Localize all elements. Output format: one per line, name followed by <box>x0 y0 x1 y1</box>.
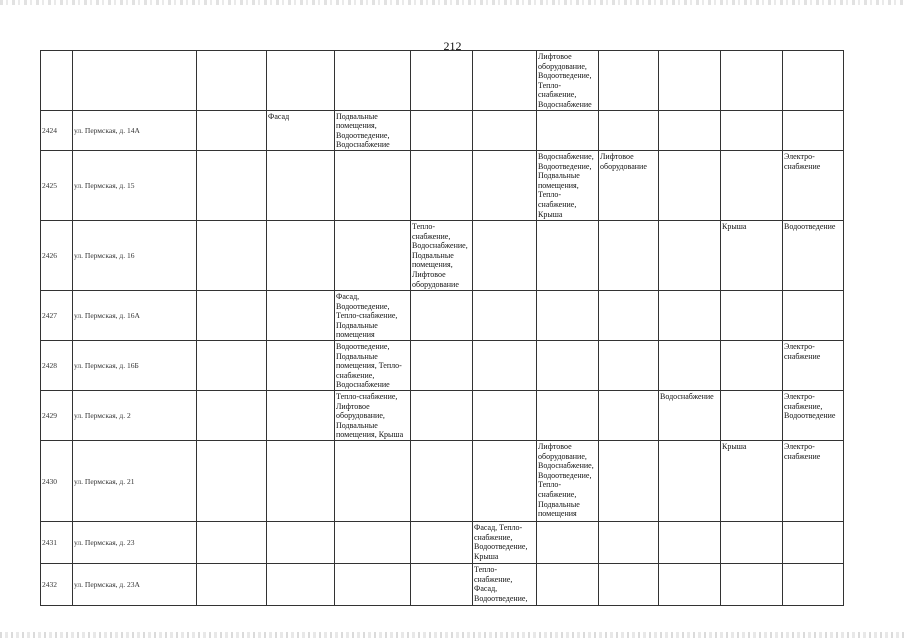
row-number-cell: 2432 <box>41 563 73 605</box>
row-number-cell: 2425 <box>41 150 73 220</box>
row-number-cell: 2431 <box>41 521 73 563</box>
work-type-cell <box>537 110 599 150</box>
work-type-cell <box>659 110 721 150</box>
row-number-cell: 2426 <box>41 220 73 290</box>
work-type-cell <box>335 440 411 521</box>
work-type-cell <box>599 390 659 440</box>
work-type-cell <box>335 340 411 390</box>
work-type-cell <box>197 110 267 150</box>
table-row <box>41 110 844 150</box>
work-type-cell <box>267 340 335 390</box>
work-type-cell <box>473 521 537 563</box>
work-type-cell <box>537 390 599 440</box>
work-type-cell <box>335 521 411 563</box>
address-cell: ул. Пермская, д. 16А <box>73 290 197 340</box>
work-type-cell <box>267 110 335 150</box>
work-type-cell <box>599 521 659 563</box>
address-cell <box>73 51 197 111</box>
work-type-cell <box>659 340 721 390</box>
work-type-cell <box>659 390 721 440</box>
work-type-cell <box>267 390 335 440</box>
work-type-text: Тепло- снабжение, Фасад, Водоотведение, <box>474 564 528 603</box>
work-type-cell <box>335 390 411 440</box>
work-type-cell <box>473 150 537 220</box>
work-type-cell <box>473 340 537 390</box>
row-number-cell: 2424 <box>41 110 73 150</box>
work-type-cell <box>537 563 599 605</box>
table-row <box>41 563 844 605</box>
work-type-cell <box>537 521 599 563</box>
table-row <box>41 150 844 220</box>
work-type-cell <box>197 150 267 220</box>
work-type-cell <box>599 220 659 290</box>
work-type-cell <box>599 290 659 340</box>
address-cell: ул. Пермская, д. 2 <box>73 390 197 440</box>
work-type-cell <box>599 150 659 220</box>
work-type-cell <box>411 340 473 390</box>
work-type-cell <box>783 563 844 605</box>
repair-schedule-table <box>40 50 844 606</box>
work-type-text: Водоснабжение <box>660 391 714 401</box>
work-type-cell <box>411 220 473 290</box>
address-cell: ул. Пермская, д. 16 <box>73 220 197 290</box>
work-type-cell <box>473 563 537 605</box>
page-number: 212 <box>443 39 462 53</box>
work-type-cell <box>197 521 267 563</box>
work-type-cell <box>197 51 267 111</box>
table-row <box>41 220 844 290</box>
work-type-cell <box>659 440 721 521</box>
scan-edge-top <box>0 0 905 5</box>
work-type-cell <box>537 440 599 521</box>
work-type-cell <box>599 563 659 605</box>
work-type-cell <box>599 340 659 390</box>
work-type-cell <box>721 110 783 150</box>
work-type-cell <box>267 150 335 220</box>
work-type-cell <box>783 390 844 440</box>
work-type-cell <box>473 110 537 150</box>
table-row <box>41 390 844 440</box>
row-number-cell: 2427 <box>41 290 73 340</box>
work-type-cell <box>335 563 411 605</box>
address-cell: ул. Пермская, д. 23 <box>73 521 197 563</box>
work-type-cell <box>537 150 599 220</box>
work-type-text: Лифтовое оборудование <box>600 151 647 171</box>
work-type-cell <box>267 290 335 340</box>
work-type-cell <box>659 521 721 563</box>
work-type-cell <box>267 440 335 521</box>
work-type-cell <box>721 563 783 605</box>
address-cell: ул. Пермская, д. 23А <box>73 563 197 605</box>
work-type-cell <box>473 51 537 111</box>
work-type-cell <box>473 220 537 290</box>
row-number-cell: 2430 <box>41 440 73 521</box>
work-type-cell <box>721 150 783 220</box>
work-type-cell <box>411 440 473 521</box>
work-type-cell <box>473 290 537 340</box>
work-type-cell <box>335 110 411 150</box>
work-type-cell <box>411 290 473 340</box>
work-type-text: Крыша <box>722 221 747 231</box>
work-type-cell <box>783 521 844 563</box>
work-type-text: Электро- снабжение <box>784 341 821 361</box>
work-type-cell <box>335 220 411 290</box>
work-type-cell <box>721 220 783 290</box>
work-type-cell <box>721 340 783 390</box>
work-type-cell <box>267 521 335 563</box>
work-type-cell <box>197 440 267 521</box>
work-type-text: Фасад, Водоотведение, Тепло-снабжение, Подвальные помещения <box>336 291 398 340</box>
work-type-text: Водоотведение, Подвальные помещения, Тепло- снабжение, Водоснабжение <box>336 341 402 390</box>
table-row <box>41 440 844 521</box>
work-type-text: Лифтовое оборудование, Водоснабжение, Водоотведение, Тепло- снабжение, Подвальные помещения <box>538 441 594 519</box>
work-type-cell <box>335 51 411 111</box>
work-type-text: Электро- снабжение <box>784 151 821 171</box>
work-type-cell <box>659 150 721 220</box>
work-type-text: Электро- снабжение <box>784 441 821 461</box>
work-type-cell <box>599 440 659 521</box>
work-type-cell <box>473 440 537 521</box>
work-type-cell <box>411 563 473 605</box>
table-row <box>41 51 844 111</box>
work-type-text: Электро- снабжение, Водоотведение <box>784 391 836 421</box>
work-type-cell <box>721 290 783 340</box>
work-type-cell <box>721 440 783 521</box>
work-type-cell <box>659 290 721 340</box>
work-type-cell <box>197 390 267 440</box>
work-type-cell <box>197 340 267 390</box>
work-type-cell <box>411 521 473 563</box>
work-type-cell <box>721 51 783 111</box>
table-row <box>41 340 844 390</box>
table-row <box>41 521 844 563</box>
work-type-cell <box>599 51 659 111</box>
work-type-cell <box>537 340 599 390</box>
work-type-text: Водоотведение <box>784 221 836 231</box>
address-cell: ул. Пермская, д. 14А <box>73 110 197 150</box>
table-row <box>41 290 844 340</box>
work-type-text: Крыша <box>722 441 747 451</box>
work-type-cell <box>411 110 473 150</box>
work-type-text: Фасад <box>268 111 290 121</box>
work-type-cell <box>197 563 267 605</box>
work-type-cell <box>197 220 267 290</box>
work-type-cell <box>783 440 844 521</box>
work-type-cell <box>783 220 844 290</box>
work-type-cell <box>783 110 844 150</box>
work-type-cell <box>411 150 473 220</box>
address-cell: ул. Пермская, д. 15 <box>73 150 197 220</box>
work-type-cell <box>659 220 721 290</box>
row-number-cell <box>41 51 73 111</box>
work-type-cell <box>783 340 844 390</box>
work-type-cell <box>537 220 599 290</box>
work-type-text: Тепло- снабжение, Водоснабжение, Подвальные помещения, Лифтовое оборудование <box>412 221 468 289</box>
work-type-cell <box>267 220 335 290</box>
work-type-cell <box>197 290 267 340</box>
work-type-text: Тепло-снабжение, Лифтовое оборудование, Подвальные помещения, Крыша <box>336 391 404 440</box>
work-type-cell <box>411 51 473 111</box>
work-type-text: Водоснабжение, Водоотведение, Подвальные помещения, Тепло- снабжение, Крыша <box>538 151 594 219</box>
work-type-cell <box>721 390 783 440</box>
work-type-cell <box>335 150 411 220</box>
work-type-text: Фасад, Тепло- снабжение, Водоотведение, Крыша <box>474 522 528 561</box>
row-number-cell: 2428 <box>41 340 73 390</box>
work-type-cell <box>783 51 844 111</box>
work-type-cell <box>783 290 844 340</box>
work-type-cell <box>537 51 599 111</box>
work-type-cell <box>411 390 473 440</box>
scan-edge-bottom <box>0 632 905 638</box>
work-type-cell <box>267 563 335 605</box>
work-type-cell <box>659 563 721 605</box>
work-type-cell <box>537 290 599 340</box>
work-type-cell <box>659 51 721 111</box>
address-cell: ул. Пермская, д. 16Б <box>73 340 197 390</box>
work-type-cell <box>599 110 659 150</box>
work-type-cell <box>473 390 537 440</box>
work-type-text: Лифтовое оборудование, Водоотведение, Тепло- снабжение, Водоснабжение <box>538 52 592 109</box>
work-type-cell <box>783 150 844 220</box>
work-type-cell <box>267 51 335 111</box>
work-type-text: Подвальные помещения, Водоотведение, Водоснабжение <box>336 111 390 150</box>
address-cell: ул. Пермская, д. 21 <box>73 440 197 521</box>
row-number-cell: 2429 <box>41 390 73 440</box>
work-type-cell <box>721 521 783 563</box>
work-type-cell <box>335 290 411 340</box>
